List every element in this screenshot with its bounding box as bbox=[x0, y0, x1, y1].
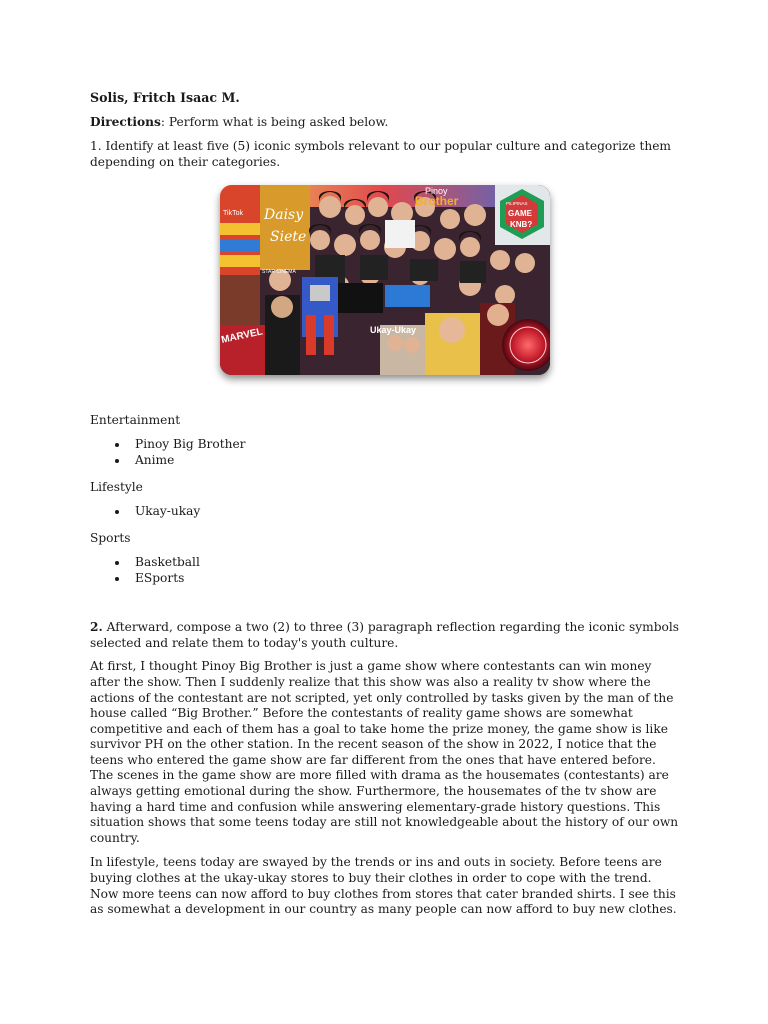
category-item: Basketball bbox=[135, 555, 682, 571]
category-item: Pinoy Big Brother bbox=[135, 437, 682, 453]
collage-star-cinema-label: STAR CINEMA bbox=[262, 269, 296, 276]
reflection-paragraph-1: At first, I thought Pinoy Big Brother is just a game show where contestants can win money after the show. Then I suddenly realize that this show was also a reality tv show where the actions of the contestant are not scripted, yet only controlled by tasks given by the man of the house called “Big Brother.” Before the contestants of reality game shows are somewhat competitive and each of them has a goal to take home the prize money, the game show is like survivor PH on the other station. In the recent season of the show in 2022, I notice that the teens who entered the game show are far different from the ones that have entered before. The scenes in the game show are more filled with drama as the housemates (contestants) are always getting emotional during the show. Furthermore, the housemates of the tv show are having a hard time and confusion while answering elementary-grade history questions. This situation shows that some teens today are still not knowledgeable about the history of our own country. bbox=[90, 659, 679, 845]
category-heading: Lifestyle bbox=[90, 480, 143, 495]
pop-culture-collage bbox=[220, 185, 550, 375]
collage-svg bbox=[220, 185, 550, 375]
directions-text: : Perform what is being asked below. bbox=[160, 114, 389, 129]
collage-ukay-label: Ukay-Ukay bbox=[370, 325, 417, 336]
question-2-text: Afterward, compose a two (2) to three (3) paragraph reflection regarding the iconic symbols selected and relate them to today's youth culture. bbox=[90, 620, 679, 650]
category-item: Anime bbox=[135, 453, 682, 469]
category-items bbox=[90, 504, 682, 520]
question-1 bbox=[90, 139, 682, 170]
question-1-number: 1. bbox=[90, 139, 102, 154]
collage-brother-label: Brother bbox=[415, 194, 459, 209]
collage-siete-label: Siete bbox=[270, 229, 307, 246]
collage-marvel-label: MARVEL bbox=[220, 326, 264, 347]
collage-tiktok-label: TikTok bbox=[223, 210, 243, 218]
directions-label: Directions bbox=[90, 114, 161, 129]
question-2-number: 2. bbox=[90, 620, 103, 635]
student-name: Solis, Fritch Isaac M. bbox=[90, 90, 240, 105]
category-item: ESports bbox=[135, 571, 682, 587]
category-list bbox=[90, 413, 682, 586]
collage-pinoy-label: Pinoy bbox=[425, 186, 448, 197]
reflection-paragraph-2: In lifestyle, teens today are swayed by the trends or ins and outs in society. Before teens are buying clothes at the ukay-ukay stores to buy their clothes in order to cope with the trend. Now more teens can now afford to buy clothes from stores that cater branded shirts. I see this as somewhat a development in our country as many people can now afford to buy new clothes. bbox=[90, 855, 677, 917]
category-item: Ukay-ukay bbox=[135, 504, 682, 520]
collage-pilipinas-label: PILIPINAS bbox=[506, 201, 528, 207]
category-items bbox=[90, 555, 682, 586]
category-heading: Sports bbox=[90, 531, 131, 546]
collage-daisy-label: Daisy bbox=[264, 207, 304, 224]
document-page bbox=[90, 90, 682, 927]
directions-line bbox=[90, 115, 682, 131]
category-heading: Entertainment bbox=[90, 413, 181, 428]
question-2 bbox=[90, 620, 682, 651]
collage-knb-label: KNB? bbox=[510, 220, 533, 230]
question-1-text: Identify at least five (5) iconic symbols relevant to our popular culture and categorize them depending on their categories. bbox=[90, 139, 671, 169]
collage-image bbox=[220, 185, 550, 375]
collage-game-label: GAME bbox=[508, 209, 532, 219]
category-items bbox=[90, 437, 682, 468]
